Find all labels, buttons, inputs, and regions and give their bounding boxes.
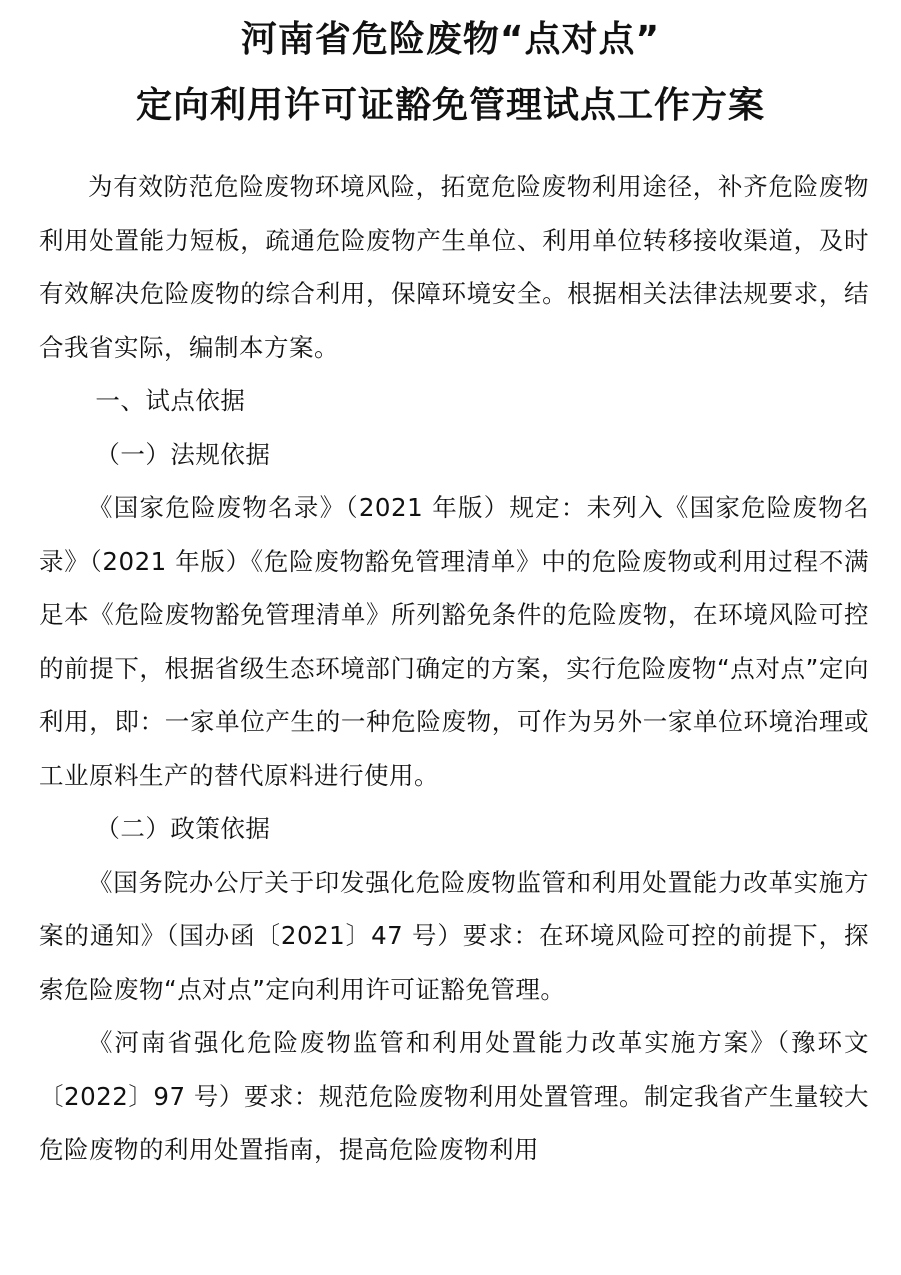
section-heading-basis: 一、试点依据: [95, 386, 246, 415]
document-body: [39, 160, 869, 1177]
subsection-heading-regulations: （一）法规依据: [95, 439, 271, 469]
policy-paragraph-henan: 《河南省强化危险废物监管和利用处置能力改革实施方案》（豫环文〔2022〕97 号）要求：规范危险废物利用处置管理。制定我省产生量较大危险废物的利用处置指南，提高危险废物利用: [39, 1028, 869, 1164]
intro-paragraph: 为有效防范危险废物环境风险，拓宽危险废物利用途径，补齐危险废物利用处置能力短板，疏通危险废物产生单位、利用单位转移接收渠道，及时有效解决危险废物的综合利用，保障环境安全。根据相关法律法规要求，结合我省实际，编制本方案。: [39, 172, 869, 362]
subsection-heading-policy: （二）政策依据: [95, 814, 271, 843]
policy-paragraph-state-council: 《国务院办公厅关于印发强化危险废物监管和利用处置能力改革实施方案的通知》（国办函〔2021〕47 号）要求：在环境风险可控的前提下，探索危险废物“点对点”定向利用许可证豁免管理。: [39, 867, 869, 1004]
document-title-line-2: 定向利用许可证豁免管理试点工作方案: [135, 85, 765, 126]
regulations-paragraph: 《国家危险废物名录》（2021 年版）规定：未列入《国家危险废物名录》（2021 年版）《危险废物豁免管理清单》中的危险废物或利用过程不满足本《危险废物豁免管理清单》所列豁免条件的危险废物，在环境风险可控的前提下，根据省级生态环境部门确定的方案，实行危险废物“点对点”定向利用，即：一家单位产生的一种危险废物，可作为另外一家单位环境治理或工业原料生产的替代原料进行使用。: [39, 493, 869, 790]
document-title-line-1: 河南省危险废物“点对点”: [240, 19, 661, 60]
